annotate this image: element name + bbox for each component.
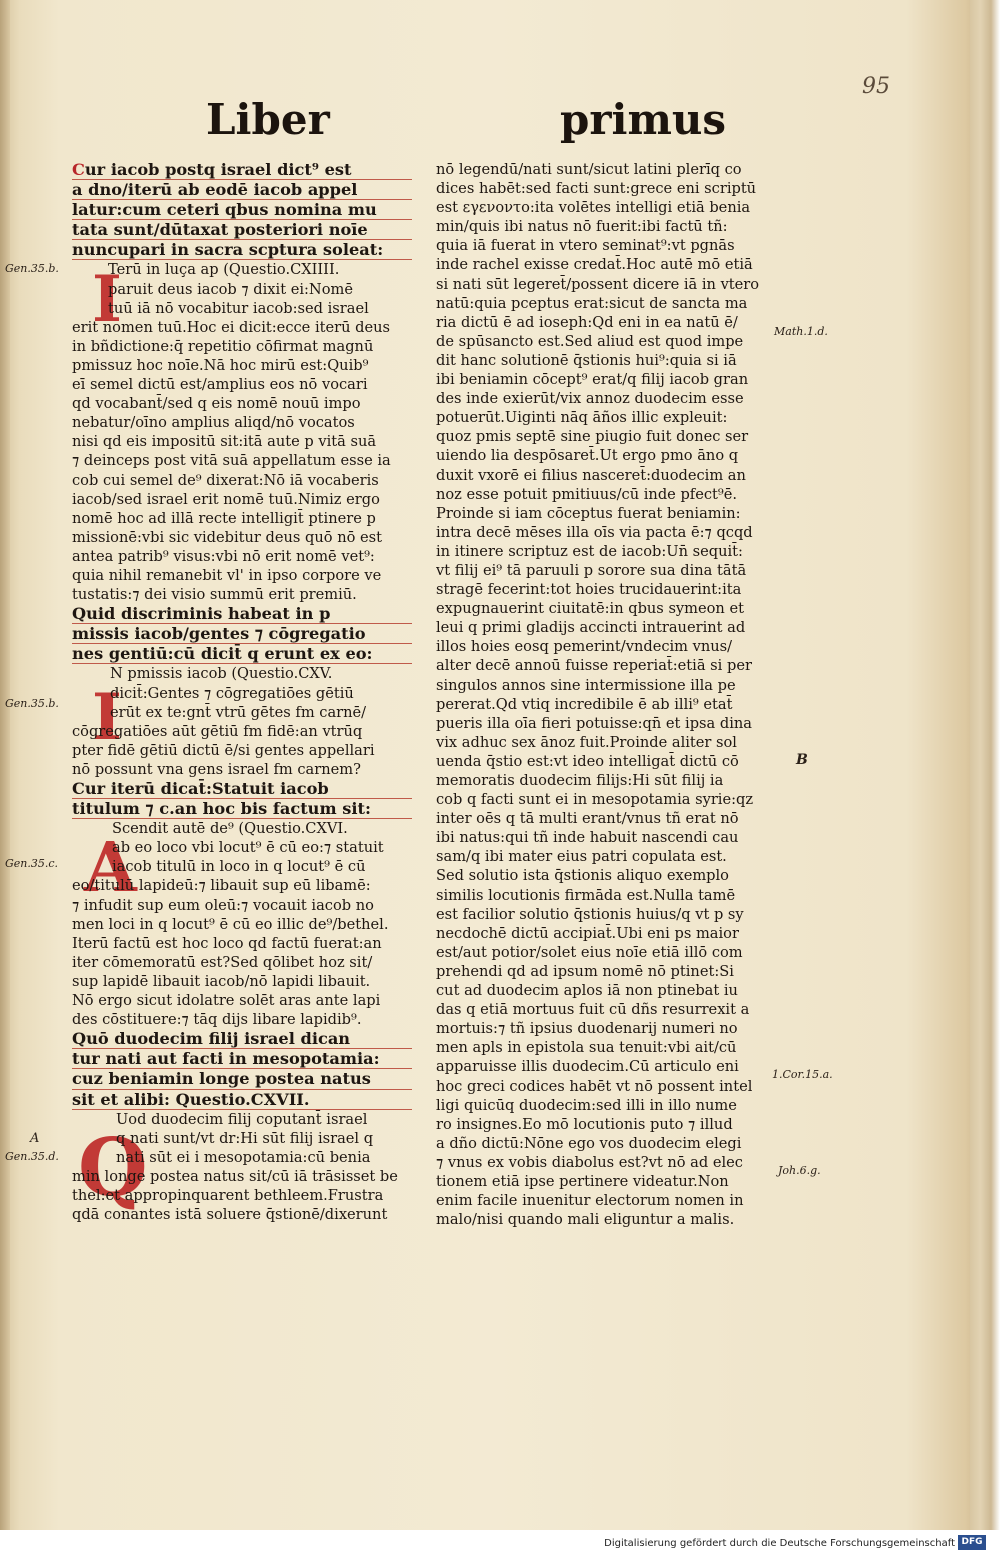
- text-line: erit nomen tuū.Hoc ei dicit:ecce iterū deus: [72, 318, 390, 336]
- initial-letter-4: Q: [78, 1120, 148, 1214]
- text-line: Scendit autē de⁹ (Questio.CXVI.: [112, 820, 348, 838]
- running-header-right: primus: [560, 95, 727, 144]
- text-line: a dno/iterū ab eodē iacob appel: [72, 180, 412, 200]
- text-line: Quō duodecim filij israel dican: [72, 1029, 412, 1049]
- text-line: erūt ex te:gnt̄ vtrū gētes fm carnē/: [110, 703, 367, 721]
- text-line: ⁊ vnus ex vobis diabolus est?vt nō ad elec: [436, 1153, 743, 1171]
- text-line: stragē fecerint:tot hoies trucidauerint:ita: [436, 581, 742, 599]
- text-line: Sed solutio ista q̄stionis aliquo exemplo: [436, 867, 729, 885]
- text-line: prehendi qd ad ipsum nomē nō ptinet:Si: [436, 962, 734, 980]
- text-line: missionē:vbi sic videbitur deus quō nō est: [72, 528, 383, 546]
- margin-note: Gen.35.c.: [5, 857, 59, 870]
- text-line: similis locutionis firmāda est.Nulla tamē: [436, 886, 736, 904]
- text-line: Iterū factū est hoc loco qd factū fuerat:an: [72, 934, 382, 952]
- text-line: est facilior solutio q̄stionis huius/q vt p sy: [436, 905, 744, 923]
- text-line: iter cōmemoratū est?Sed qōlibet hoz sit/: [72, 953, 373, 971]
- text-line: nes gentiū:cū dicit̄ q erunt ex eo:: [72, 644, 412, 664]
- text-line: est εγενοντο:ita volētes intelligi etiā benia: [436, 199, 751, 217]
- text-line: vix adhuc sex ānoz fuit.Proinde aliter sol: [436, 733, 737, 751]
- text-line: missis iacob/gentes ⁊ cōgregatio: [72, 624, 412, 644]
- text-line: a dño dictū:Nōne ego vos duodecim elegi: [436, 1134, 742, 1152]
- text-line: natū:quia pceptus erat:sicut de sancta ma: [436, 294, 748, 312]
- text-line: nō possunt vna gens israel fm carnem?: [72, 760, 361, 778]
- text-line: N pmissis iacob (Questio.CXV.: [110, 665, 333, 683]
- text-column-right: [436, 160, 774, 1229]
- text-line: thel:et appropinquarent bethleem.Frustra: [72, 1186, 384, 1204]
- text-line: cut ad duodecim aplos iā non ptinebat iu: [436, 982, 738, 1000]
- text-line: Terū in luça ap (Questio.CXIIII.: [108, 261, 340, 279]
- text-line: latur:cum ceteri qbus nomina mu: [72, 200, 412, 220]
- text-line: Quid discriminis habeat in p: [72, 604, 412, 624]
- text-line: potuerūt.Uiginti nāq āños illic expleuit:: [436, 409, 728, 427]
- text-line: nō legendū/nati sunt/sicut latini plerīq co: [436, 161, 742, 178]
- text-line: eī semel dictū est/amplius eos nō vocari: [72, 376, 368, 394]
- text-line: des inde exierūt/vix annoz duodecim esse: [436, 390, 744, 408]
- margin-note: B: [796, 752, 808, 768]
- text-line: tionem etiā ipse pertinere videatur.Non: [436, 1172, 729, 1190]
- text-line: cob q facti sunt ei in mesopotamia syrie:qz: [436, 791, 754, 809]
- text-line: dit hanc solutionē q̄stionis hui⁹:quia si iā: [436, 351, 737, 369]
- text-line: quoz pmis septē sine piugio fuit donec ser: [436, 428, 749, 446]
- text-line: ibi natus:qui tñ inde habuit nascendi cau: [436, 829, 739, 847]
- text-line: antea patrib⁹ visus:vbi nō erit nomē vet⁹:: [72, 547, 375, 565]
- text-line: singulos annos sine intermissione illa pe: [436, 676, 736, 694]
- text-line: quia iā fuerat in vtero seminat⁹:vt pgnās: [436, 237, 735, 255]
- text-line: Cur iterū dicat̄:Statuit iacob: [72, 779, 412, 799]
- text-line: cōgregatiōes aūt gētiū fm fidē:an vtrūq: [72, 722, 363, 740]
- text-line: Uod duodecim filij coputant̄ israel: [116, 1110, 368, 1128]
- text-line: min/quis ibi natus nō fuerit:ibi factū tñ:: [436, 218, 728, 236]
- text-line: alter decē annoū fuisse reperiat̄:etiā si per: [436, 657, 752, 675]
- margin-note: Gen.35.b.: [5, 697, 59, 710]
- initial-letter-1: I: [92, 262, 122, 337]
- text-line: pmissuz hoc noīe.Nā hoc mirū est:Quib⁹: [72, 356, 369, 374]
- text-line: dicit̄:Gentes ⁊ cōgregatiōes gētiū: [110, 684, 354, 702]
- text-line: Nō ergo sicut idolatre solēt aras ante lapi: [72, 992, 381, 1010]
- text-line: eo/titulū lapideū:⁊ libauit sup eū libamē:: [72, 877, 371, 895]
- text-line: si nati sūt legeret̄/possent dicere iā in vtero: [436, 275, 760, 293]
- text-line: uiendo lia despōsaret̄.Ut ergo pmo āno q: [436, 447, 739, 465]
- text-line: iacob/sed israel erit nomē tuū.Nimiz ergo: [72, 490, 380, 508]
- text-line: tuū iā nō vocabitur iacob:sed israel: [108, 299, 369, 317]
- text-line: qdā conantes istā soluere q̄stionē/dixerunt: [72, 1206, 388, 1224]
- text-line: in bñdictione:q̄ repetitio cōfirmat magnū: [72, 337, 374, 355]
- margin-note: Joh.6.g.: [778, 1164, 821, 1177]
- page-edge: [970, 0, 1000, 1530]
- text-line: des cōstituere:⁊ tāq dijs libare lapidib⁹.: [72, 1011, 362, 1029]
- text-line: sup lapidē libauit iacob/nō lapidi libauit.: [72, 972, 371, 990]
- text-line: inter oēs q tā multi erant/vnus tñ erat nō: [436, 810, 739, 828]
- digitization-credit: Digitalisierung gefördert durch die Deutsche Forschungsgemeinschaft: [604, 1538, 955, 1549]
- text-line: intra decē mēses illa oīs via pacta ē:⁊ qcqd: [436, 523, 753, 541]
- text-line: illos hoies eosq pemerint/vndecim vnus/: [436, 638, 733, 656]
- text-line: iacob titulū in loco in q locut⁹ ē cū: [112, 858, 366, 876]
- text-line: nomē hoc ad illā recte intelligit̄ ptinere p: [72, 509, 376, 527]
- text-line: necdochē dictū accipiat̄.Ubi eni ps maior: [436, 924, 739, 942]
- text-line: memoratis duodecim filijs:Hi sūt filij ia: [436, 772, 724, 789]
- text-line: men loci in q locut⁹ ē cū eo illic de⁹/bethel.: [72, 915, 389, 933]
- margin-note: A: [30, 1131, 40, 1146]
- initial-letter-3: A: [84, 828, 137, 908]
- text-line: ria dictū ē ad ioseph:Qd eni in ea natū ē/: [436, 313, 738, 331]
- text-line: ⁊ deinceps post vitā suā appellatum esse ia: [72, 452, 391, 470]
- margin-note: 1.Cor.15.a.: [772, 1068, 833, 1081]
- dfg-logo: DFG: [958, 1535, 986, 1550]
- running-header-left: Liber: [206, 95, 330, 144]
- text-line: de spūsancto est.Sed aliud est quod impe: [436, 332, 744, 350]
- text-line: enim facile inuenitur electorum nomen in: [436, 1192, 744, 1210]
- text-line: paruit deus iacob ⁊ dixit ei:Nomē: [108, 280, 353, 298]
- text-line: pueris illa oīa fieri potuisse:qn̄ et ipsa dina: [436, 714, 752, 732]
- text-line: noz esse potuit pmitiuus/cū inde pfect⁹ē.: [436, 485, 737, 503]
- text-line: qd vocabant̄/sed q eis nomē nouū impo: [72, 395, 361, 413]
- margin-note: Gen.35.d.: [5, 1150, 59, 1163]
- text-line: tur nati aut facti in mesopotamia:: [72, 1049, 412, 1069]
- text-line: ⁊ infudit sup eum oleū:⁊ vocauit iacob no: [72, 896, 374, 914]
- text-line: q nati sunt/vt dr:Hi sūt filij israel q: [116, 1129, 374, 1147]
- text-line: dices habēt:sed facti sunt:grece eni scriptū: [436, 180, 757, 198]
- text-line: inde rachel exisse credat̄.Hoc autē mō etiā: [436, 256, 753, 274]
- text-line: nati sūt ei i mesopotamia:cū benia: [116, 1148, 371, 1166]
- folio-number: 95: [862, 74, 890, 99]
- text-line: expugnauerint ciuitatē:in qbus symeon et: [436, 600, 744, 618]
- text-line: nuncupari in sacra scptura soleat:: [72, 240, 412, 260]
- text-line: malo/nisi quando mali eliguntur a malis.: [436, 1211, 735, 1229]
- text-line: ab eo loco vbi locut⁹ ē cū eo:⁊ statuit: [112, 839, 384, 857]
- text-line: nisi qd eis impositū sit:itā aute p vitā suā: [72, 433, 377, 451]
- text-line: duxit vxorē ei filius nasceret̄:duodecim an: [436, 466, 746, 484]
- text-line: in itinere scriptuz est de iacob:Un̄ sequit̄:: [436, 542, 743, 560]
- text-line: mortuis:⁊ tñ ipsius duodenarij numeri no: [436, 1020, 738, 1038]
- text-line: cob cui semel de⁹ dixerat:Nō iā vocaberis: [72, 471, 379, 489]
- text-line: hoc greci codices habēt vt nō possent intel: [436, 1077, 753, 1095]
- text-line: ro insignes.Eo mō locutionis puto ⁊ illud: [436, 1115, 733, 1133]
- text-line: quia nihil remanebit vl' in ipso corpore ve: [72, 566, 382, 584]
- text-line: titulum ⁊ c.an hoc bis factum sit:: [72, 799, 412, 819]
- text-line: sam/q ibi mater eius patri copulata est.: [436, 848, 727, 866]
- margin-note: Math.1.d.: [774, 325, 828, 338]
- text-line: uenda q̄stio est:vt ideo intelligat̄ dictū cō: [436, 752, 739, 770]
- text-line: men apls in epistola sua tenuit:vbi ait/cū: [436, 1039, 737, 1057]
- text-line: pter fidē gētiū dictū ē/si gentes appellari: [72, 741, 375, 759]
- margin-note: Gen.35.b.: [5, 262, 59, 275]
- text-line: ibi beniamin cōcept⁹ erat/q filij iacob gran: [436, 371, 749, 389]
- text-line: Proinde si iam cōceptus fuerat beniamin:: [436, 504, 741, 522]
- text-line: pererat.Qd vtiq incredibile ē ab illi⁹ etat̄: [436, 695, 733, 713]
- text-line: vt filij ei⁹ tā paruuli p sorore sua dina tātā: [436, 561, 747, 579]
- text-line: cuz beniamin longe postea natus: [72, 1069, 412, 1089]
- text-line: Cur iacob postq israel dict⁹ est: [72, 160, 412, 180]
- text-line: nebatur/oīno amplius aliqd/nō vocatos: [72, 414, 355, 432]
- text-line: tata sunt/dūtaxat posteriori noīe: [72, 220, 412, 240]
- text-line: leui q primi gladijs accincti intrauerint ad: [436, 619, 746, 637]
- binding-edge: [0, 0, 10, 1530]
- text-line: ligi quicūq duodecim:sed illi in illo nume: [436, 1096, 737, 1114]
- text-line: apparuisse illis duodecim.Cū articulo eni: [436, 1058, 739, 1076]
- initial-letter-2: I: [92, 680, 122, 755]
- text-line: est/aut potior/solet eius noīe etiā illō com: [436, 943, 743, 961]
- text-line: das q etiā mortuus fuit cū dñs resurrexit a: [436, 1001, 750, 1019]
- text-line: tustatis:⁊ dei visio summū erit premiū.: [72, 586, 357, 604]
- text-column-left: [72, 160, 412, 1224]
- text-line: min longe postea natus sit/cū iā trāsisset be: [72, 1167, 398, 1185]
- text-line: sit et alibi: Questio.CXVII.: [72, 1090, 412, 1110]
